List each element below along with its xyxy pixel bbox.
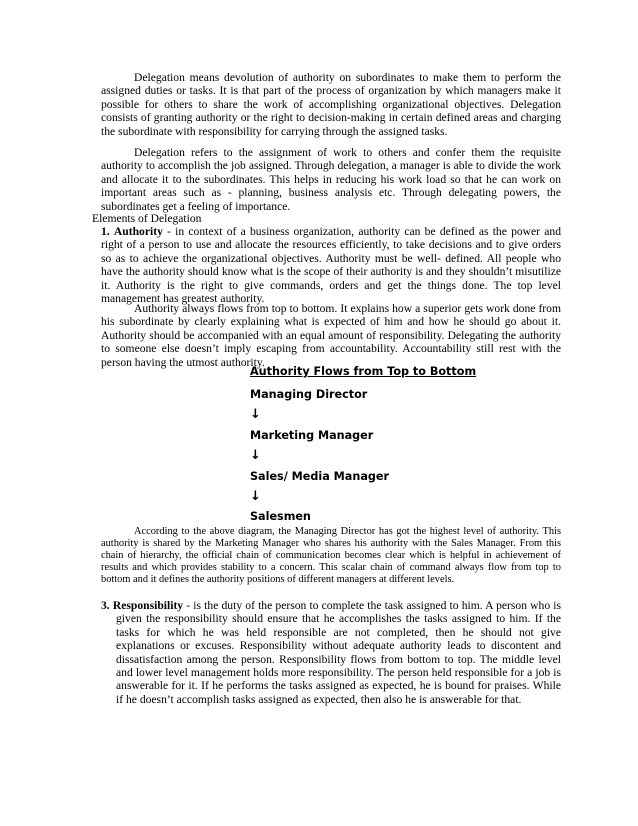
- item-authority-number: 1.: [101, 225, 110, 238]
- item-responsibility-number: 3.: [101, 599, 110, 612]
- arrow-down-icon: ↓: [250, 448, 261, 463]
- diagram-level-managing-director: Managing Director: [250, 388, 368, 401]
- authority-paragraph-2: Authority always flows from top to bottom. It explains how a superior gets work done from his subordinate by clearly explaining what is expected of him and how he should go about it. Authority should be accompanied with an equal amount of responsibility. Delegating the authority to someone else doesn’t imply escaping from accountability. Accountability still rest with the person having the utmost authority.: [101, 302, 561, 369]
- item-responsibility: [101, 599, 561, 706]
- arrow-down-icon: ↓: [250, 407, 261, 422]
- diagram-level-marketing-manager: Marketing Manager: [250, 429, 374, 442]
- diagram-caption: According to the above diagram, the Managing Director has got the highest level of authority. This authority is shared by the Marketing Manager who shares his authority with the Sales Manager. From this chain of hierarchy, the official chain of communication becomes clear which is helpful in achievement of results and which provides stability to a concern. This scalar chain of command always flow from top to bottom and it defines the authority positions of different managers at different levels.: [101, 526, 561, 586]
- arrow-down-icon: ↓: [250, 489, 261, 504]
- intro-paragraph-1: Delegation means devolution of authority on subordinates to make them to perform the assigned duties or tasks. It is that part of the process of organization by which managers make it possible for others to share the work of accomplishing organizational objectives. Delegation consists of granting authority or the right to decision-making in certain defined areas and charging the subordinate with responsibility for carrying through the assigned tasks.: [101, 71, 561, 138]
- item-authority-text: - in context of a business organization, authority can be defined as the power and right of a person to use and allocate the resources efficiently, to take decisions and to give orders so as to achieve the organizational objectives. Authority must be well- defined. All people who have the authority should know what is the scope of their authority is and they shouldn’t misutilize it. Authority is the right to give commands, orders and get the things done. The top level management has greatest authority.: [101, 225, 561, 306]
- diagram-level-salesmen: Salesmen: [250, 510, 311, 523]
- item-responsibility-text: - is the duty of the person to complete the task assigned to him. A person who is given the responsibility should ensure that he accomplishes the tasks assigned to him. If the tasks for which he was held responsible are not completed, then he should not give explanations or excuses. Responsibility without adequate authority leads to discontent and dissatisfaction among the person. Responsibility flows from bottom to top. The middle level and lower level management holds more responsibility. The person held responsible for a job is answerable for it. If he performs the tasks assigned as expected, he is bound for praises. While if he doesn’t accomplish tasks assigned as expected, then also he is answerable for that.: [116, 599, 562, 706]
- diagram-level-sales-media-manager: Sales/ Media Manager: [250, 470, 389, 483]
- intro-paragraph-2: Delegation refers to the assignment of work to others and confer them the requisite authority to accomplish the job assigned. Through delegation, a manager is able to divide the work and allocate it to the subordinates. This helps in reducing his work load so that he can work on important areas such as - planning, business analysis etc. Through delegating powers, the subordinates get a feeling of importance.: [101, 146, 561, 213]
- item-authority-term: Authority: [113, 225, 163, 238]
- item-authority: [101, 225, 561, 305]
- diagram-title: Authority Flows from Top to Bottom: [250, 365, 477, 378]
- item-responsibility-term: Responsibility: [112, 599, 184, 612]
- elements-heading: Elements of Delegation: [92, 212, 202, 225]
